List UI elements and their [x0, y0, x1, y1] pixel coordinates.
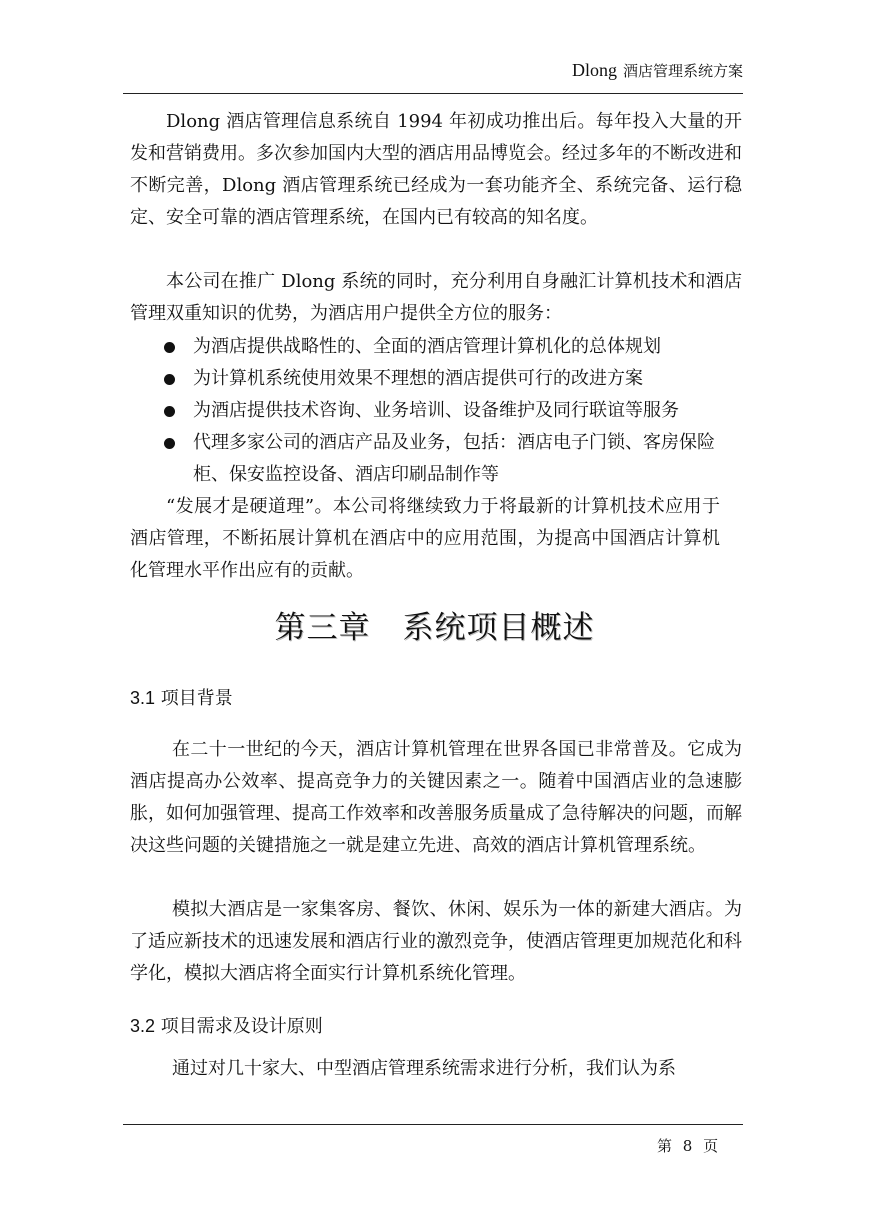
header-subtitle: 酒店管理系统方案 [622, 62, 743, 80]
header-brand: Dlong [571, 60, 617, 80]
section-title: 项目背景 [160, 688, 233, 709]
section-3-1-paragraph-1: 在二十一世纪的今天，酒店计算机管理在世界各国已非常普及。它成为酒店提高办公效率、提高竞争力的关键因素之一。随着中国酒店业的急速膨胀，如何加强管理、提高工作效率和改善服务质量成了急待解决的问题，而解决这些问题的关键措施之一就是建立先进、高效的酒店计算机管理系统。 [130, 739, 742, 856]
section-title: 项目需求及设计原则 [160, 1016, 323, 1037]
chapter-title: 第三章 系统项目概述 [274, 610, 595, 646]
section-number: 3.2 [130, 1016, 156, 1036]
intro-paragraph-3: “发展才是硬道理”。本公司将继续致力于将最新的计算机技术应用于酒店管理，不断拓展计算机在酒店中的应用范围，为提高中国酒店计算机化管理水平作出应有的贡献。 [130, 496, 720, 581]
list-item-text: 为酒店提供技术咨询、业务培训、设备维护及同行联谊等服务 [193, 400, 679, 421]
list-item-text: 为计算机系统使用效果不理想的酒店提供可行的改进方案 [193, 368, 643, 389]
list-item-text: 代理多家公司的酒店产品及业务，包括：酒店电子门锁、客房保险柜、保安监控设备、酒店印刷品制作等 [193, 432, 715, 485]
intro-paragraph-2: 本公司在推广 Dlong 系统的同时，充分利用自身融汇计算机技术和酒店管理双重知识的优势，为酒店用户提供全方位的服务： [130, 271, 742, 324]
section-heading-3-1 [130, 684, 233, 710]
list-item [130, 427, 742, 491]
bullet-icon [164, 374, 175, 385]
section-3-1-paragraph-2: 模拟大酒店是一家集客房、餐饮、休闲、娱乐为一体的新建大酒店。为了适应新技术的迅速发展和酒店行业的激烈竞争，使酒店管理更加规范化和科学化，模拟大酒店将全面实行计算机系统化管理。 [130, 899, 742, 984]
list-item [130, 395, 742, 427]
service-bullet-list [130, 331, 742, 491]
page-header [123, 60, 743, 94]
page-footer-rule [123, 1124, 743, 1125]
bullet-icon [164, 438, 175, 449]
list-item [130, 331, 742, 363]
bullet-icon [164, 406, 175, 417]
section-heading-3-2 [130, 1012, 323, 1038]
section-number: 3.1 [130, 688, 156, 708]
list-item [130, 363, 742, 395]
bullet-icon [164, 342, 175, 353]
intro-paragraph-1: Dlong 酒店管理信息系统自 1994 年初成功推出后。每年投入大量的开发和营销费用。多次参加国内大型的酒店用品博览会。经过多年的不断改进和不断完善，Dlong 酒店管理系统已经成为一套功能齐全、系统完备、运行稳定、安全可靠的酒店管理系统，在国内已有较高的知名度。 [130, 111, 742, 228]
section-3-2-paragraph-1: 通过对几十家大、中型酒店管理系统需求进行分析，我们认为系 [172, 1058, 676, 1079]
page-number: 第 8 页 [657, 1137, 719, 1155]
list-item-text: 为酒店提供战略性的、全面的酒店管理计算机化的总体规划 [193, 336, 661, 357]
